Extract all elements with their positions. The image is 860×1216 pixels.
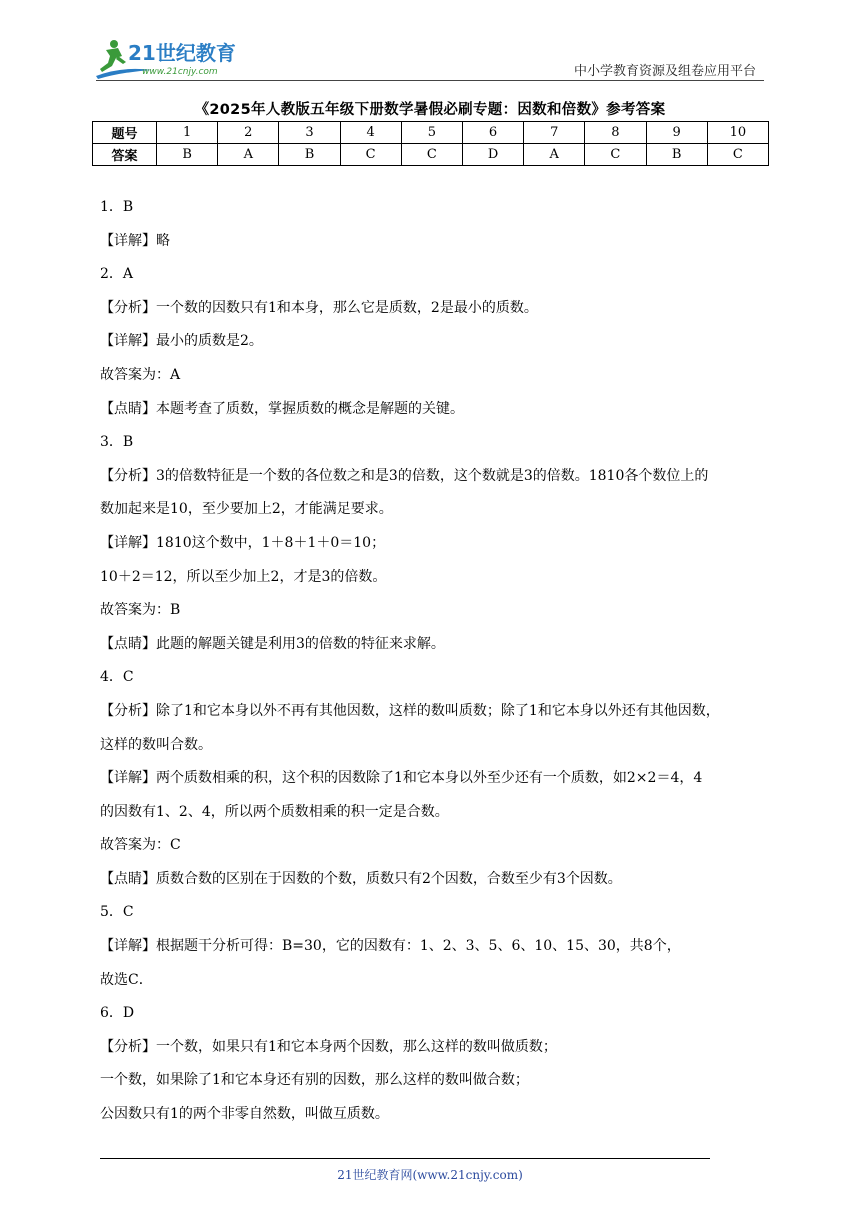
- text-line: 一个数，如果除了1和它本身还有别的因数，那么这样的数叫做合数；: [100, 1072, 529, 1089]
- table-cell: 7: [524, 122, 585, 144]
- text-line: 10＋2＝12，所以至少加上2，才是3的倍数。: [100, 568, 387, 585]
- question-number-row: [93, 122, 769, 144]
- page-header: [0, 0, 860, 90]
- text-line: 的因数有1、2、4，所以两个质数相乘的积一定是合数。: [100, 803, 449, 820]
- table-cell: 9: [646, 122, 707, 144]
- text-line: 【点睛】此题的解题关键是利用3的倍数的特征来求解。: [100, 635, 445, 652]
- header-divider: [96, 80, 764, 81]
- table-cell: 5: [401, 122, 462, 144]
- document-title: 《2025年人教版五年级下册数学暑假必刷专题：因数和倍数》参考答案: [194, 102, 666, 118]
- text-line: 【分析】3的倍数特征是一个数的各位数之和是3的倍数，这个数就是3的倍数。1810各个数位上的: [100, 467, 709, 484]
- text-line: 数加起来是10，至少要加上2，才能满足要求。: [100, 501, 393, 518]
- table-cell: A: [524, 144, 585, 166]
- text-line: 【详解】两个质数相乘的积，这个积的因数除了1和它本身以外至少还有一个质数，如2×2＝4，4: [100, 770, 703, 787]
- answer-row: [93, 144, 769, 166]
- text-line: 【详解】略: [100, 232, 170, 249]
- table-cell: 6: [462, 122, 523, 144]
- table-cell: 3: [279, 122, 340, 144]
- table-cell: B: [157, 144, 218, 166]
- text-line: 【详解】根据题干分析可得：B=30，它的因数有：1、2、3、5、6、10、15、30，共8个，: [100, 938, 681, 955]
- table-cell: C: [340, 144, 401, 166]
- text-line: 3．B: [100, 434, 134, 451]
- text-line: 【分析】除了1和它本身以外不再有其他因数，这样的数叫质数；除了1和它本身以外还有其他因数，: [100, 702, 720, 719]
- text-line: 5．C: [100, 904, 134, 921]
- table-cell: B: [279, 144, 340, 166]
- text-line: 故答案为：A: [100, 366, 181, 383]
- logo-url-text: www.21cnjy.com: [142, 67, 218, 77]
- table-cell: 10: [707, 122, 768, 144]
- text-line: 公因数只有1的两个非零自然数，叫做互质数。: [100, 1106, 389, 1123]
- text-line: 这样的数叫合数。: [100, 736, 212, 753]
- platform-label: 中小学教育资源及组卷应用平台: [573, 64, 756, 79]
- text-line: 故答案为：B: [100, 602, 181, 619]
- table-cell: 1: [157, 122, 218, 144]
- text-line: 故答案为：C: [100, 837, 181, 854]
- table-cell: C: [401, 144, 462, 166]
- table-cell: D: [462, 144, 523, 166]
- text-line: 【详解】最小的质数是2。: [100, 333, 263, 350]
- text-line: 故选C．: [100, 971, 153, 988]
- row-header-answer: 答案: [93, 144, 157, 166]
- footer-divider: [100, 1158, 710, 1159]
- table-cell: 8: [585, 122, 646, 144]
- footer-link[interactable]: 21世纪教育网(www.21cnjy.com): [337, 1168, 523, 1182]
- answer-table: [92, 121, 769, 166]
- text-line: 2．A: [100, 266, 134, 283]
- table-cell: C: [585, 144, 646, 166]
- text-line: 4．C: [100, 669, 134, 686]
- text-line: 【详解】1810这个数中，1＋8＋1＋0＝10；: [100, 534, 386, 551]
- table-cell: 2: [218, 122, 279, 144]
- row-header-number: 题号: [93, 122, 157, 144]
- text-line: 【分析】一个数，如果只有1和它本身两个因数，那么这样的数叫做质数；: [100, 1038, 557, 1055]
- text-line: 【点睛】本题考查了质数，掌握质数的概念是解题的关键。: [100, 400, 464, 417]
- 21cnjy-logo: [92, 36, 262, 80]
- table-cell: C: [707, 144, 768, 166]
- answer-explanations: [100, 196, 766, 1137]
- table-cell: 4: [340, 122, 401, 144]
- text-line: 【点睛】质数合数的区别在于因数的个数，质数只有2个因数，合数至少有3个因数。: [100, 870, 622, 887]
- text-line: 【分析】一个数的因数只有1和本身，那么它是质数，2是最小的质数。: [100, 299, 538, 316]
- table-cell: A: [218, 144, 279, 166]
- text-line: 6．D: [100, 1005, 135, 1022]
- text-line: 1．B: [100, 199, 134, 215]
- logo-brand-text: 21世纪教育: [128, 41, 236, 65]
- table-cell: B: [646, 144, 707, 166]
